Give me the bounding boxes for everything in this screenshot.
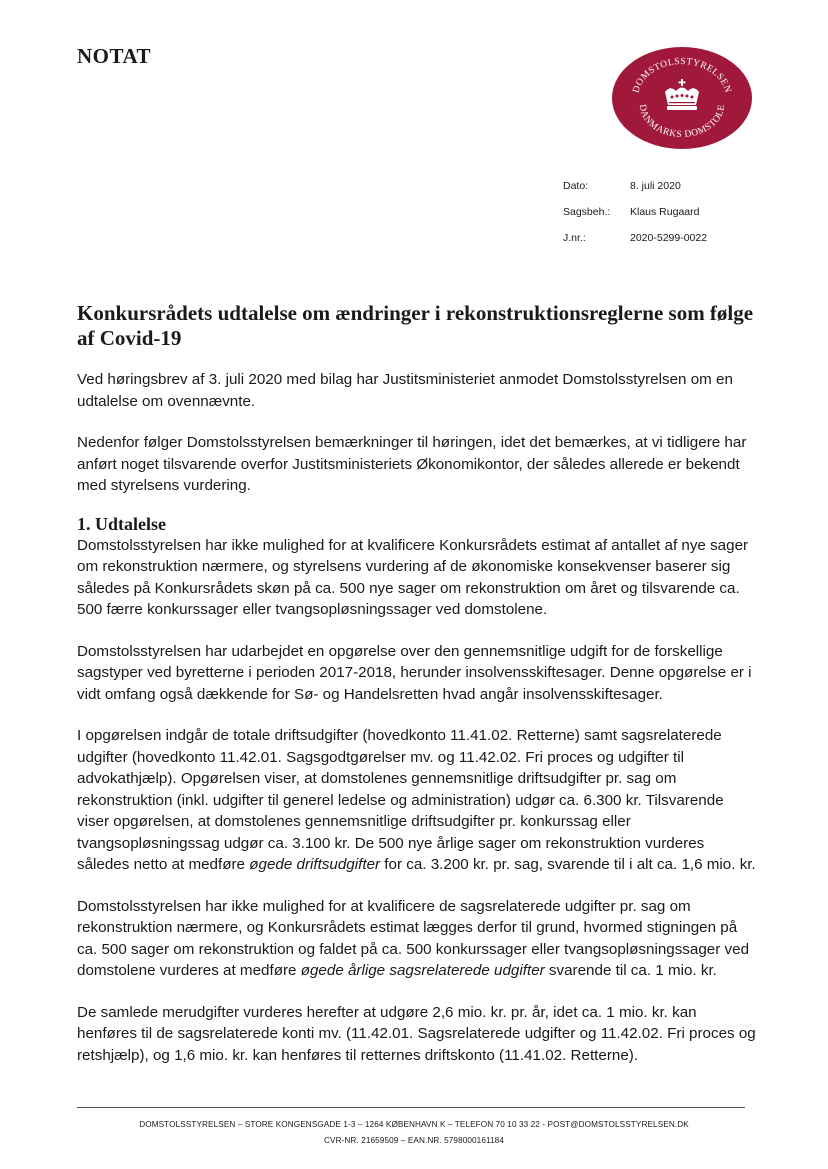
case-handler-label: Sagsbeh.:	[563, 206, 611, 218]
section-heading: 1. Udtalelse	[77, 513, 166, 534]
journal-number-label: J.nr.:	[563, 232, 586, 244]
document-title: Konkursrådets udtalelse om ændringer i rekonstruktionsreglerne som følge af Covid-19	[77, 301, 754, 350]
document-body	[77, 369, 757, 1086]
emphasis-case-costs: øgede årlige sagsrelaterede udgifter	[300, 962, 545, 979]
journal-number-value: 2020-5299-0022	[630, 232, 708, 244]
intro-paragraph-2: Nedenfor følger Domstolsstyrelsen bemærkninger til høringen, idet det bemærkes, at vi tidligere har anført noget tilsvarende overfor Justitsministeriets Økonomikontor, der således allerede er bekendt med styrelsens vurdering.	[77, 434, 747, 494]
domstolsstyrelsen-seal-logo	[612, 47, 752, 149]
date-value: 8. juli 2020	[630, 180, 681, 192]
footer-address: DOMSTOLSSTYRELSEN – STORE KONGENSGADE 1-3 – 1264 KØBENHAVN K – TELEFON 70 10 33 22 - POST@DOMSTOLSSTYRELSEN.DK	[139, 1120, 689, 1129]
journal-number-row	[563, 232, 707, 258]
case-handler-value: Klaus Rugaard	[630, 206, 700, 218]
section-paragraph-5: De samlede merudgifter vurderes herefter at udgøre 2,6 mio. kr. pr. år, idet ca. 1 mio. kr. kan henføres til de sagsrelaterede konti mv. (11.42.01. Sagsrelaterede udgifter og 11.42.02. Fri proces og retshjælp), og 1,6 mio. kr. kan henføres til retternes driftskonto (11.41.02. Retterne).	[77, 1003, 756, 1064]
section-paragraph-4: Domstolsstyrelsen har ikke mulighed for at kvalificere de sagsrelaterede udgifter pr. sag om rekonstruktion nærmere, og Konkursrådets estimat lægges derfor til grund, hvormed stigningen på ca. 500 sager om rekonstruktion og faldet på ca. 500 konkurssager eller tvangsopløsningssager ved domstolene vurderes at medføre øgede årlige sagsrelaterede udgifter svarende til ca. 1 mio. kr.	[77, 897, 750, 979]
section-paragraph-1: Domstolsstyrelsen har ikke mulighed for at kvalificere Konkursrådets estimat af antallet af nye sager om rekonstruktion nærmere, og styrelsens vurdering af de økonomiske konsekvenser baserer sig således på Konkursrådets skøn på ca. 500 nye sager om rekonstruktion om året og tilsvarende ca. 500 færre konkurssager eller tvangsopløsningssager ved domstolene.	[77, 536, 749, 618]
intro-paragraph-1: Ved høringsbrev af 3. juli 2020 med bilag har Justitsministeriet anmodet Domstolsstyrelsen om en udtalelse om ovennævnte.	[77, 371, 733, 410]
document-type-heading: NOTAT	[77, 44, 152, 68]
footer-registration: CVR-NR. 21659509 – EAN.NR. 5798000161184	[324, 1136, 504, 1145]
section-paragraph-2: Domstolsstyrelsen har udarbejdet en opgørelse over den gennemsnitlige udgift for de forskellige sagstyper ved byretterne i perioden 2017-2018, herunder insolvensskiftesager. Denne opgørelse er i vidt omfang også dækkende for Sø- og Handelsretten hvad angår insolvensskiftesager.	[77, 642, 752, 703]
document-metadata	[563, 180, 707, 258]
date-label: Dato:	[563, 180, 589, 192]
date-row	[563, 180, 707, 206]
footer-divider	[77, 1107, 745, 1108]
seal-top-text: DOMSTOLSSTYRELSEN	[631, 56, 733, 95]
section-paragraph-3: I opgørelsen indgår de totale driftsudgifter (hovedkonto 11.41.02. Retterne) samt sagsrelaterede udgifter (hovedkonto 11.42.01. Sagsgodtgørelser mv. og 11.42.02. Fri proces og udgifter til advokathjælp). Opgørelsen viser, at domstolenes gennemsnitlige driftsudgifter pr. sag om rekonstruktion (inkl. udgifter til generel ledelse og administration) udgør ca. 6.300 kr. Tilsvarende viser opgørelsen, at domstolenes gennemsnitlige driftsudgifter pr. konkurssag eller tvangsopløsningssag udgør ca. 3.100 kr. De 500 nye årlige sager om rekonstruktion vurderes således netto at medføre øgede driftsudgifter for ca. 3.200 kr. pr. sag, svarende til i alt ca. 1,6 mio. kr.	[77, 727, 756, 873]
seal-bottom-text: DANMARKS DOMSTOLE	[636, 103, 728, 141]
emphasis-operating-costs: øgede driftsudgifter	[249, 856, 381, 873]
case-handler-row	[563, 206, 707, 232]
